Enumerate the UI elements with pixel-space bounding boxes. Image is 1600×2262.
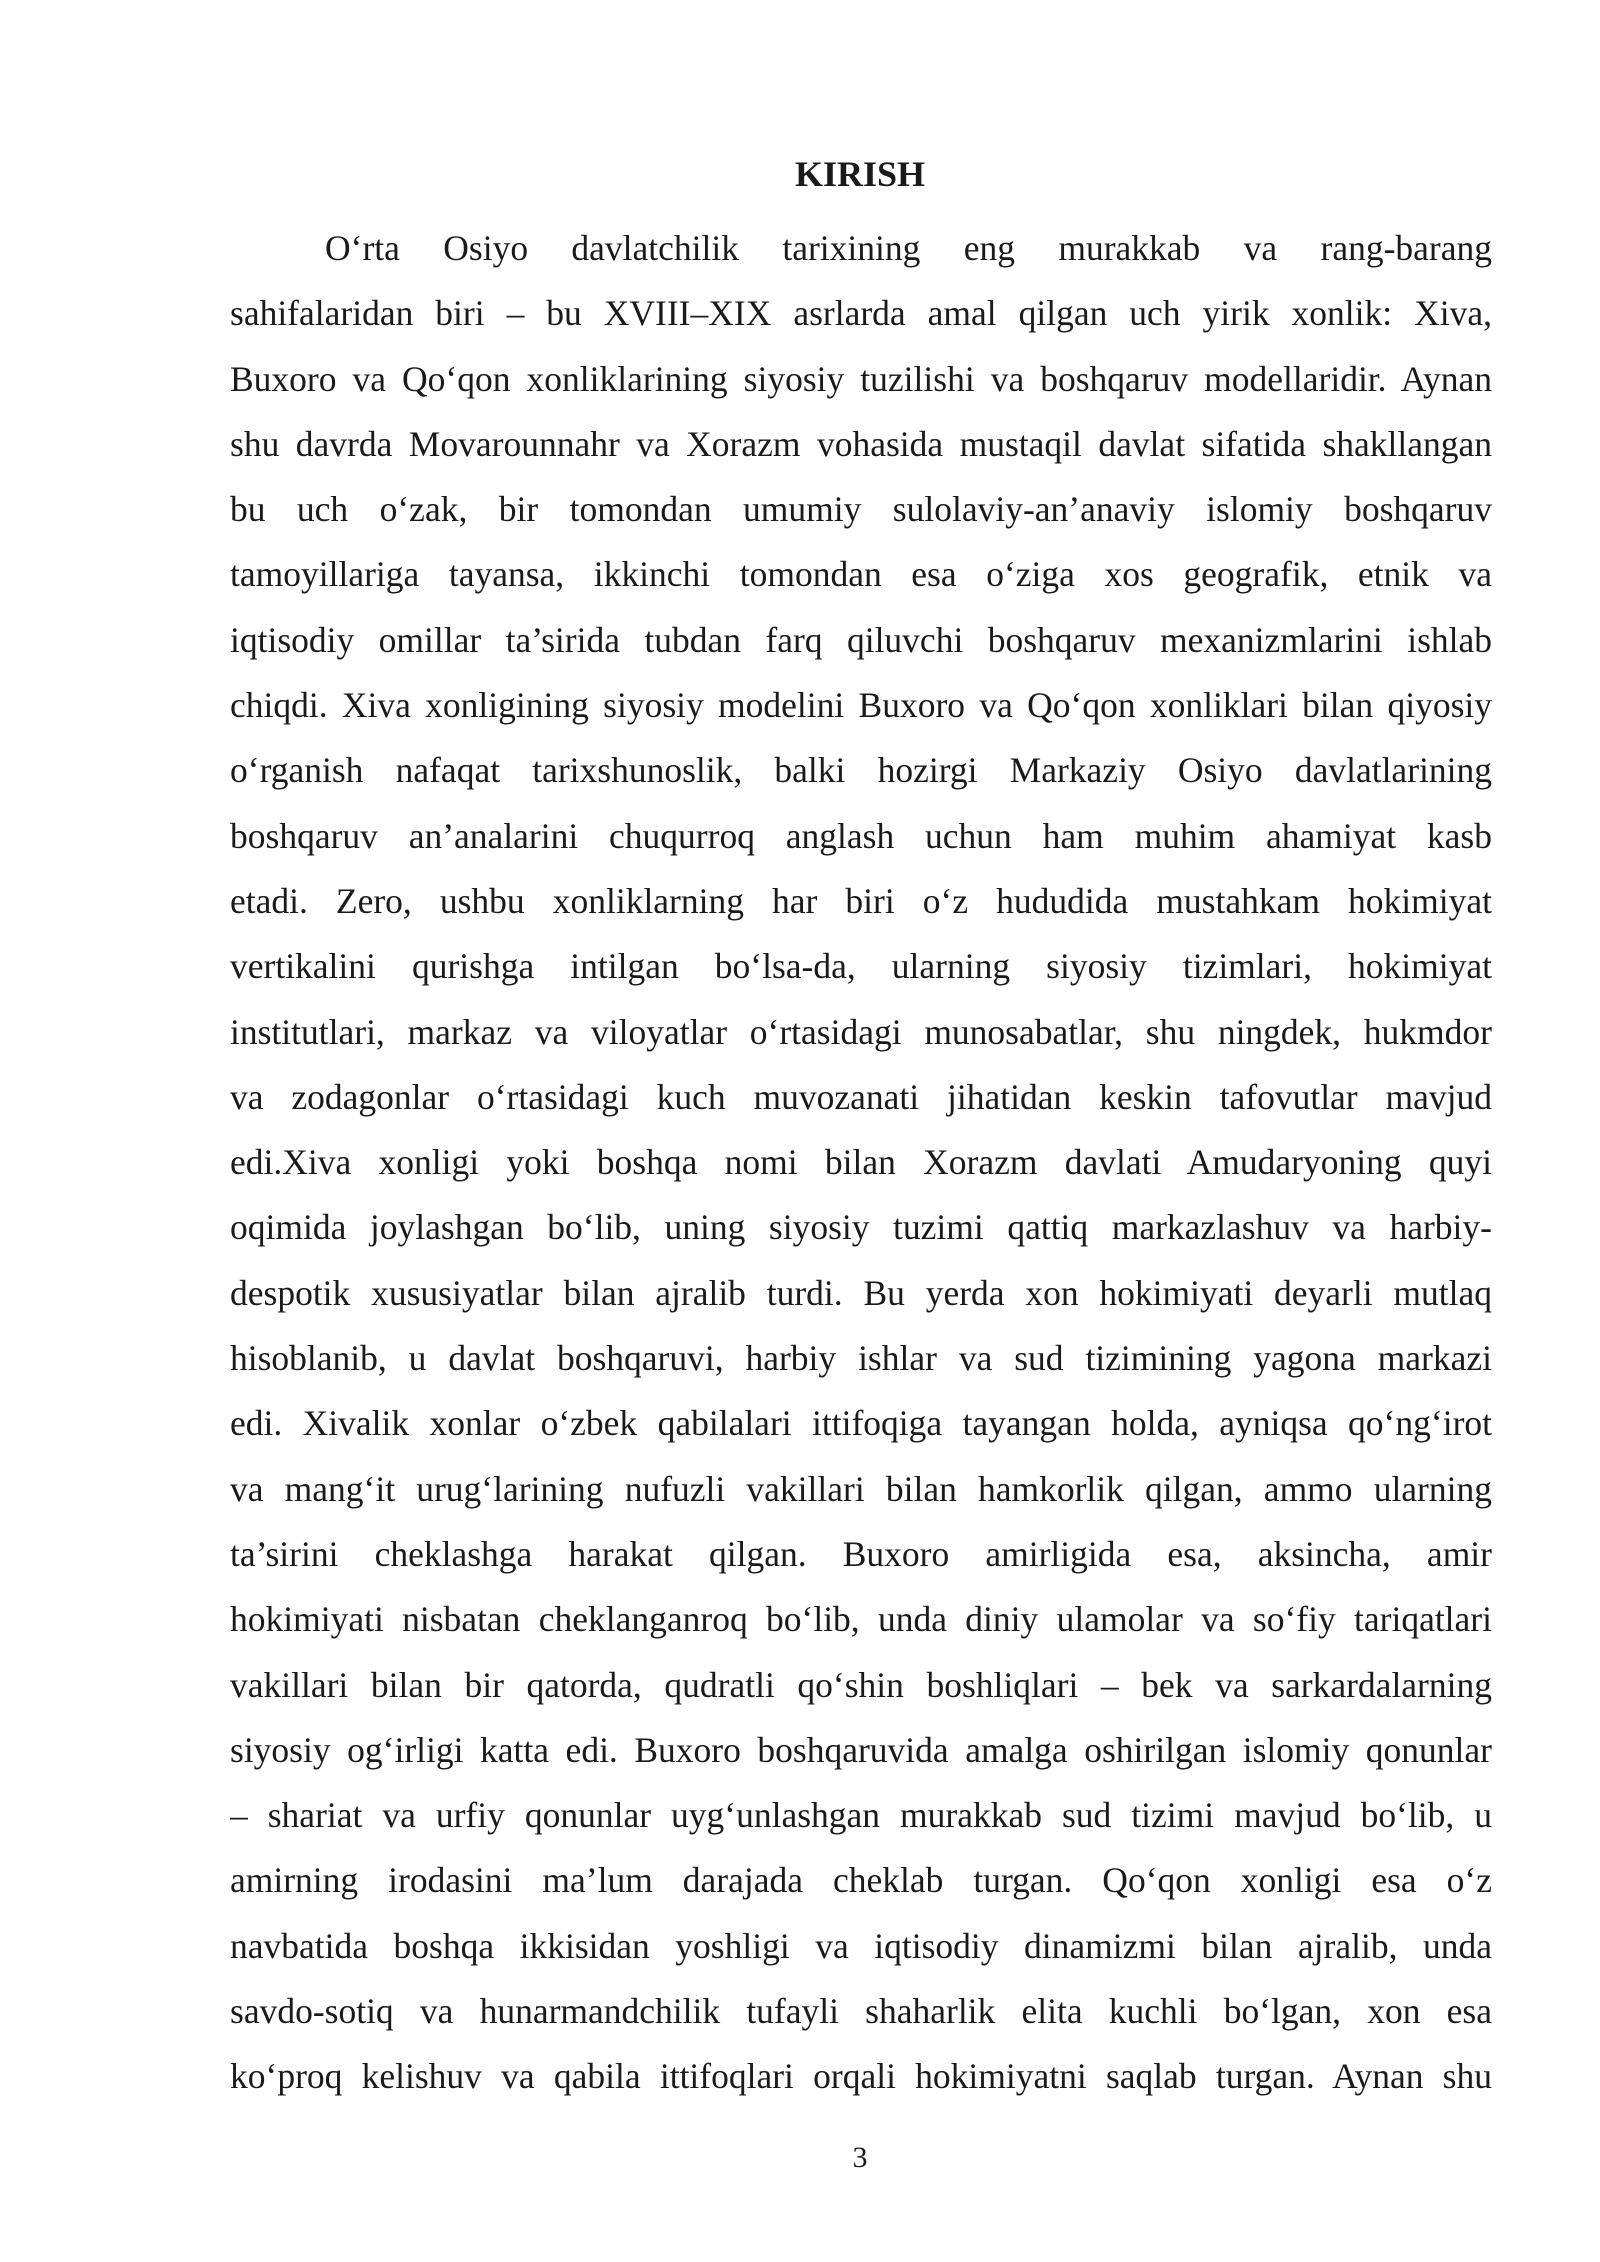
text-line: chiqdi. Xiva xonligining siyosiy modelini Buxoro va Qo‘qon xonliklari bilan qiyosiy xyxy=(230,685,1492,726)
body-paragraph xyxy=(230,216,1492,2110)
text-line: etadi. Zero, ushbu xonliklarning har biri o‘z hududida mustahkam hokimiyat xyxy=(230,880,1492,921)
text-line: despotik xususiyatlar bilan ajralib turdi. Bu yerda xon hokimiyati deyarli mutlaq xyxy=(230,1272,1492,1313)
text-line: hisoblanib, u davlat boshqaruvi, harbiy ishlar va sud tizimining yagona markazi xyxy=(230,1338,1492,1379)
text-line: siyosiy og‘irligi katta edi. Buxoro boshqaruvida amalga oshirilgan islomiy qonunlar xyxy=(230,1729,1492,1770)
page-number: 3 xyxy=(852,2141,868,2174)
text-line: – shariat va urfiy qonunlar uyg‘unlashgan murakkab sud tizimi mavjud bo‘lib, u xyxy=(230,1795,1492,1836)
text-line: amirning irodasini ma’lum darajada cheklab turgan. Qo‘qon xonligi esa o‘z xyxy=(230,1860,1492,1901)
text-line: sahifalaridan biri – bu XVIII–XIX asrlarda amal qilgan uch yirik xonlik: Xiva, xyxy=(230,293,1492,334)
text-line: edi.Xiva xonligi yoki boshqa nomi bilan Xorazm davlati Amudaryoning quyi xyxy=(230,1142,1492,1183)
text-line: vakillari bilan bir qatorda, qudratli qo‘shin boshliqlari – bek va sarkardalarning xyxy=(230,1664,1492,1705)
text-line: bu uch o‘zak, bir tomondan umumiy sulolaviy-an’anaviy islomiy boshqaruv xyxy=(230,489,1492,530)
text-line: hokimiyati nisbatan cheklanganroq bo‘lib, unda diniy ulamolar va so‘fiy tariqatlari xyxy=(230,1599,1492,1640)
page-title: KIRISH xyxy=(794,154,926,194)
text-line: shu davrda Movarounnahr va Xorazm vohasida mustaqil davlat sifatida shakllangan xyxy=(230,423,1492,464)
text-line: tamoyillariga tayansa, ikkinchi tomondan esa o‘ziga xos geografik, etnik va xyxy=(230,554,1492,595)
text-line: iqtisodiy omillar ta’sirida tubdan farq qiluvchi boshqaruv mexanizmlarini ishlab xyxy=(230,619,1492,660)
text-line: oqimida joylashgan bo‘lib, uning siyosiy tuzimi qattiq markazlashuv va harbiy- xyxy=(230,1207,1492,1248)
text-line: O‘rta Osiyo davlatchilik tarixining eng murakkab va rang-barang xyxy=(325,228,1492,268)
text-line: ko‘proq kelishuv va qabila ittifoqlari orqali hokimiyatni saqlab turgan. Aynan shu xyxy=(230,2056,1492,2097)
text-line: Buxoro va Qo‘qon xonliklarining siyosiy tuzilishi va boshqaruv modellaridir. Aynan xyxy=(230,358,1492,399)
text-line: ta’sirini cheklashga harakat qilgan. Buxoro amirligida esa, aksincha, amir xyxy=(230,1533,1492,1574)
text-line: vertikalini qurishga intilgan bo‘lsa-da, ularning siyosiy tizimlari, hokimiyat xyxy=(230,946,1492,987)
text-line: navbatida boshqa ikkisidan yoshligi va iqtisodiy dinamizmi bilan ajralib, unda xyxy=(230,1925,1492,1966)
text-line: va zodagonlar o‘rtasidagi kuch muvozanati jihatidan keskin tafovutlar mavjud xyxy=(230,1076,1492,1117)
text-line: institutlari, markaz va viloyatlar o‘rtasidagi munosabatlar, shu ningdek, hukmdor xyxy=(230,1011,1492,1052)
text-line: edi. Xivalik xonlar o‘zbek qabilalari ittifoqiga tayangan holda, ayniqsa qo‘ng‘irot xyxy=(230,1403,1492,1444)
text-line: va mang‘it urug‘larining nufuzli vakillari bilan hamkorlik qilgan, ammo ularning xyxy=(230,1468,1492,1509)
text-line: o‘rganish nafaqat tarixshunoslik, balki hozirgi Markaziy Osiyo davlatlarining xyxy=(230,750,1492,791)
text-line: boshqaruv an’analarini chuqurroq anglash uchun ham muhim ahamiyat kasb xyxy=(230,815,1492,856)
text-line: savdo-sotiq va hunarmandchilik tufayli shaharlik elita kuchli bo‘lgan, xon esa xyxy=(230,1991,1492,2032)
